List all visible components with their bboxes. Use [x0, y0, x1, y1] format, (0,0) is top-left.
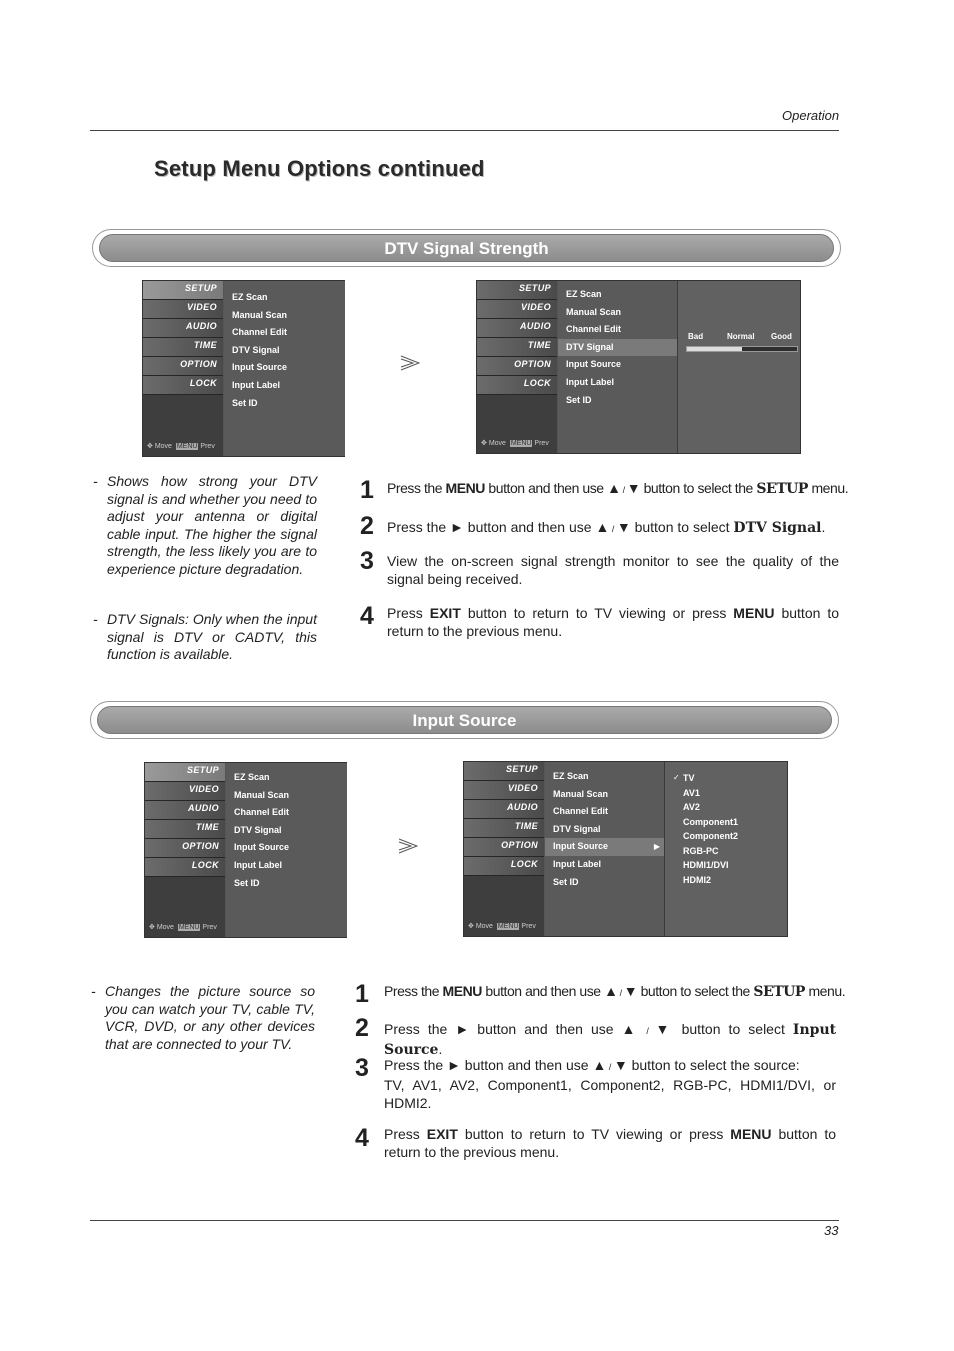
move-icon: ✥: [149, 924, 155, 931]
dtv-note-2: - DTV Signals: Only when the input signal is DTV or CADTV, this function is available.: [93, 611, 317, 662]
osd-item: Set ID: [234, 877, 260, 888]
input-step-3: Press the ► button and then use ▲ / ▼ button to select the source: TV, AV1, AV2, Component1, Component2, RGB-PC, HDMI1/DVI, or HDMI2.: [384, 1057, 836, 1111]
osd-category-setup: SETUP: [145, 763, 225, 782]
osd-category-time: TIME: [477, 338, 557, 357]
osd-item: Manual Scan: [234, 789, 290, 800]
osd-item: Input Label: [232, 379, 280, 390]
step-number: 3: [360, 547, 374, 575]
osd-item-list: [224, 281, 345, 456]
step-number: 1: [355, 980, 369, 1008]
osd-category-time: TIME: [464, 819, 544, 838]
arrow-right-icon: [398, 838, 418, 854]
osd-category-video: VIDEO: [145, 782, 225, 801]
dtv-signal-banner: [92, 229, 841, 267]
osd-item: Channel Edit: [566, 324, 622, 335]
up-arrow-icon: ▲: [604, 983, 618, 999]
osd-item: EZ Scan: [566, 289, 602, 299]
dtv-step-2: Press the ► button and then use ▲ / ▼ button to select DTV Signal.: [387, 519, 826, 536]
dtv-step-4: Press EXIT button to return to TV viewing or press MENU button to return to the previous menu.: [387, 605, 840, 639]
osd-footer: ✥ Move MENU Prev: [468, 923, 536, 930]
step-number: 3: [355, 1054, 369, 1082]
osd-category-option: OPTION: [145, 839, 225, 858]
osd-category-option: OPTION: [464, 838, 544, 857]
footer-rule: [90, 1220, 839, 1221]
osd-category-column: [143, 281, 223, 456]
down-arrow-icon: ▼: [626, 480, 641, 496]
down-arrow-icon: ▼: [616, 519, 631, 535]
input-note-1: - Changes the picture source so you can watch your TV, cable TV, VCR, DVD, or any other devices that are connected to your TV.: [91, 983, 315, 1052]
osd-item: Channel Edit: [553, 806, 609, 817]
osd-item: Input Label: [566, 376, 614, 387]
osd-category-column: [145, 763, 225, 937]
source-item: Component1: [683, 816, 738, 827]
osd-category-audio: AUDIO: [477, 319, 557, 338]
right-arrow-icon: ►: [450, 519, 464, 535]
osd-category-time: TIME: [143, 338, 223, 357]
input-step-2: Press the ► button and then use ▲ / ▼ button to select Input Source.: [384, 1021, 837, 1058]
osd-item: Manual Scan: [566, 306, 622, 317]
osd-setup-menu-2: [144, 762, 347, 938]
section-label: Operation: [782, 108, 840, 123]
osd-item: Input Source: [566, 359, 622, 370]
source-item: RGB-PC: [683, 845, 719, 856]
move-icon: ✥: [468, 923, 474, 930]
osd-category-option: OPTION: [477, 357, 557, 376]
signal-good-label: Good: [771, 332, 792, 341]
osd-category-lock: LOCK: [143, 376, 223, 395]
move-icon: ✥: [147, 443, 153, 450]
signal-strength-bar: [686, 346, 798, 352]
signal-normal-label: Normal: [727, 332, 755, 341]
osd-item: Set ID: [566, 394, 592, 405]
signal-bad-label: Bad: [688, 332, 704, 341]
osd-category-column: [464, 762, 544, 936]
osd-item-list: [558, 281, 679, 453]
osd-item: EZ Scan: [232, 292, 268, 302]
osd-item-list: [545, 762, 666, 936]
osd-footer: ✥ Move MENU Prev: [149, 924, 217, 931]
osd-category-column: [477, 281, 557, 453]
step-number: 1: [360, 476, 374, 504]
submenu-arrow-icon: ▶: [653, 842, 660, 852]
osd-category-lock: LOCK: [145, 858, 225, 877]
signal-strength-panel: [677, 281, 800, 453]
osd-item: Input Label: [234, 859, 282, 870]
osd-category-audio: AUDIO: [464, 800, 544, 819]
osd-setup-menu-1: [142, 280, 345, 457]
osd-item: Manual Scan: [232, 309, 288, 320]
up-arrow-icon: ▲: [595, 519, 610, 535]
source-item: AV1: [683, 787, 700, 798]
page-title: Setup Menu Options continued: [154, 156, 485, 181]
osd-category-audio: AUDIO: [145, 801, 225, 820]
source-item: HDMI2: [683, 874, 712, 885]
osd-category-time: TIME: [145, 820, 225, 839]
osd-category-setup: SETUP: [464, 762, 544, 781]
right-arrow-icon: ►: [455, 1021, 470, 1037]
osd-item: Input Source: [234, 842, 290, 853]
osd-item: Set ID: [232, 397, 258, 408]
osd-dtv-signal-menu: [476, 280, 801, 454]
up-arrow-icon: ▲: [621, 1021, 640, 1037]
down-arrow-icon: ▼: [613, 1057, 628, 1073]
osd-category-video: VIDEO: [477, 300, 557, 319]
osd-category-video: VIDEO: [143, 300, 223, 319]
osd-footer: ✥ Move MENU Prev: [147, 443, 215, 450]
osd-item: Manual Scan: [553, 788, 609, 799]
source-list-panel: [664, 762, 787, 936]
osd-item: DTV Signal: [553, 823, 601, 834]
osd-item-selected: Input Source ▶: [545, 838, 666, 856]
source-item: HDMI1/DVI: [683, 860, 729, 870]
right-arrow-icon: ►: [447, 1057, 461, 1073]
input-source-banner: [90, 701, 839, 739]
osd-item: EZ Scan: [553, 771, 589, 781]
dtv-signal-banner-label: DTV Signal Strength: [384, 239, 549, 258]
arrow-right-icon: [400, 355, 420, 371]
dtv-note-1: - Shows how strong your DTV signal is and whether you need to adjust your antenna or digital cable input. The higher the signal strength, the less likely you are to experience picture degradation.: [93, 473, 317, 577]
step-number: 4: [360, 602, 374, 630]
osd-item: Channel Edit: [232, 327, 288, 338]
osd-category-audio: AUDIO: [143, 319, 223, 338]
step-number: 4: [355, 1124, 369, 1152]
osd-item-selected: DTV Signal: [558, 339, 679, 357]
osd-category-setup: SETUP: [143, 281, 223, 300]
check-icon: ✓: [673, 773, 680, 782]
osd-item: Set ID: [553, 876, 579, 887]
step-number: 2: [360, 512, 374, 540]
osd-item: EZ Scan: [234, 772, 270, 782]
up-arrow-icon: ▲: [607, 480, 621, 496]
osd-category-option: OPTION: [143, 357, 223, 376]
osd-category-video: VIDEO: [464, 781, 544, 800]
dtv-step-3: View the on-screen signal strength monitor to see the quality of the signal being received.: [387, 553, 839, 587]
osd-item: Input Label: [553, 858, 601, 869]
source-item-selected: ✓ TV: [665, 771, 787, 786]
osd-item: Input Source: [232, 362, 288, 373]
osd-category-lock: LOCK: [477, 376, 557, 395]
osd-item: DTV Signal: [234, 824, 282, 835]
down-arrow-icon: ▼: [655, 1021, 674, 1037]
osd-input-source-menu: [463, 761, 788, 937]
up-arrow-icon: ▲: [592, 1057, 607, 1073]
input-step-4: Press EXIT button to return to TV viewing or press MENU button to return to the previous menu.: [384, 1126, 837, 1160]
down-arrow-icon: ▼: [623, 983, 638, 999]
move-icon: ✥: [481, 440, 487, 447]
input-step-1: Press the MENU button and then use ▲ / ▼ button to select the SETUP menu.: [384, 983, 846, 1000]
dtv-step-1: Press the MENU button and then use ▲ / ▼ button to select the SETUP menu.: [387, 480, 849, 497]
osd-category-lock: LOCK: [464, 857, 544, 876]
step-number: 2: [355, 1014, 369, 1042]
header-rule: [90, 130, 839, 131]
signal-strength-fill: [687, 347, 742, 351]
osd-footer: ✥ Move MENU Prev: [481, 440, 549, 447]
page-number: 33: [824, 1223, 839, 1238]
osd-item: Channel Edit: [234, 807, 290, 818]
source-item: AV2: [683, 802, 700, 812]
osd-item-list: [226, 763, 347, 937]
source-item: Component2: [683, 831, 738, 841]
input-source-banner-label: Input Source: [412, 711, 517, 730]
osd-category-setup: SETUP: [477, 281, 557, 300]
osd-item: DTV Signal: [232, 344, 280, 355]
